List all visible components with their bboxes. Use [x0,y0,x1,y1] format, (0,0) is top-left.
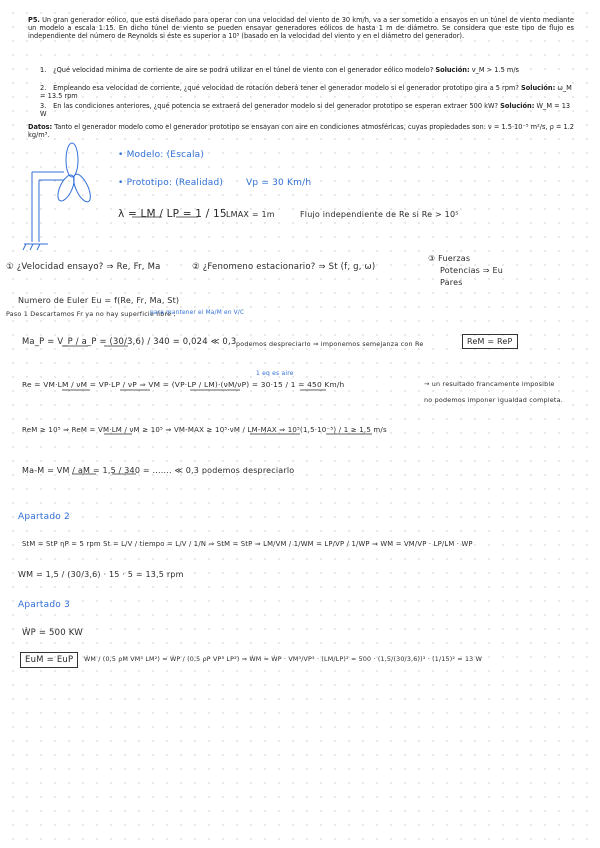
note-re-text1: → un resultado francamente imposible [424,380,555,388]
note-lambda: λ = LM / LP = 1 / 15 [118,208,227,220]
note-ma-eq: Ma_P = V_P / a_P = (30/3,6) / 340 = 0,024 ≪ 0,3 [22,336,237,346]
note-eq-air: 1 eq es aire [256,370,294,377]
note-re-text2: no podemos imponer igualdad completa. [424,396,563,404]
question-1: 1. ¿Qué velocidad mínima de corriente de aire se podrá utilizar en el túnel de viento con el generador eólico modelo? Solución: v_M > 1.5 m/s [40,66,519,74]
note-eu-eq: ẆM / (0,5 ρM VM³ LM²) = ẆP / (0,5 ρP VP³ LP²) ⇒ ẆM = ẆP · VM³/VP³ · (LM/LP)² = 500 · (1,5/(30/3,6))³ · (1/15)² = 13 W [84,656,482,663]
note-euler: Numero de Euler Eu = f(Re, Fr, Ma, St) [18,296,180,305]
note-c2: ② ¿Fenomeno estacionario? ⇒ St (f, g, ω) [192,262,376,272]
note-ma-m: Ma-M = VM / aM = 1,5 / 340 = ....... ≪ 0,3 podemos despreciarlo [22,466,295,475]
note-st-eq: StM = StP ηP = 5 rpm St = L/V / tiempo = L/V / 1/N ⇒ StM = StP ⇒ LM/VM / 1/WM = LP/VP / 1/WP ⇒ WM = VM/VP · LP/LM · WP [22,540,473,548]
note-c3b: Potencias ⇒ Eu [440,266,503,275]
note-wm: WM = 1,5 / (30/3,6) · 15 · 5 = 13,5 rpm [18,570,184,579]
note-paso1: Paso 1 Descartamos Fr ya no hay superficie libre , [6,310,176,318]
note-wp: ẆP = 500 KW [22,628,83,638]
note-ma-text: podemos despreciarlo ⇒ imponemos semejanza con Re [236,340,424,348]
note-re-eq: Re = VM·LM / νM = VP·LP / νP ⇒ VM = (VP·LP / LM)·(νM/νP) = 30·15 / 1 = 450 Km/h [22,380,345,389]
note-c3a: ③ Fuerzas [428,254,471,263]
problem-text: Un gran generador eólico, que está diseñado para operar con una velocidad del viento de 30 km/h, va a ser sometido a ensayos en un túnel de viento mediante un modelo a escala 1:15. En dicho túnel de viento se pueden ensayar generadores eólicos de hasta 1 m de diámetro. Se considera que este tipo de flujo es independiente del número de Reynolds si éste es superior a 10⁵ (basado en la velocidad del viento y en el diámetro del generador). [28,16,574,41]
note-apartado3: Apartado 3 [18,600,70,610]
note-modelo: • Modelo: (Escala) [118,150,205,160]
note-ma-hint: para mantener el Ma/M en V/C [150,310,245,316]
note-eu-equality-box: EuM = EuP [20,652,78,668]
note-lmax: LMAX = 1m [226,210,275,219]
question-3: 3. En las condiciones anteriores, ¿qué potencia se extraerá del generador modelo si del generador prototipo se esperan extraer 500 kW? Solución: Ẇ_M = 13 W [40,102,571,119]
note-rem-ineq: ReM ≥ 10⁵ ⇒ ReM = VM·LM / νM ≥ 10⁵ ⇒ VM-MAX ≥ 10⁵·νM / LM-MAX ⇒ 10⁵(1,5·10⁻⁵) / 1 ≥ 1,5 m/s [22,426,387,434]
note-c3c: Pares [440,278,463,287]
note-re-equality-box: ReM = ReP [462,334,518,349]
note-flujo: Flujo independiente de Re si Re > 10⁵ [300,210,459,219]
problem-label: P5. [28,16,40,24]
note-prototipo: • Prototipo: (Realidad) [118,178,224,188]
question-2: 2. Empleando esa velocidad de corriente, ¿qué velocidad de rotación deberá tener el generador modelo si el generador prototipo gira a 5 rpm? Solución: ω_M = 13.5 rpm [40,84,572,101]
data-text: Tanto el generador modelo como el generador prototipo se ensayan con aire en condiciones atmosféricas, cuyas propiedades son: ν = 1.5·10⁻⁵ m²/s, ρ = 1.2 kg/m³. [28,123,574,140]
note-c1: ① ¿Velocidad ensayo? ⇒ Re, Fr, Ma [6,262,161,272]
data-label: Datos: [28,123,53,131]
note-vp: Vp = 30 Km/h [246,178,312,188]
note-apartado2: Apartado 2 [18,512,70,522]
